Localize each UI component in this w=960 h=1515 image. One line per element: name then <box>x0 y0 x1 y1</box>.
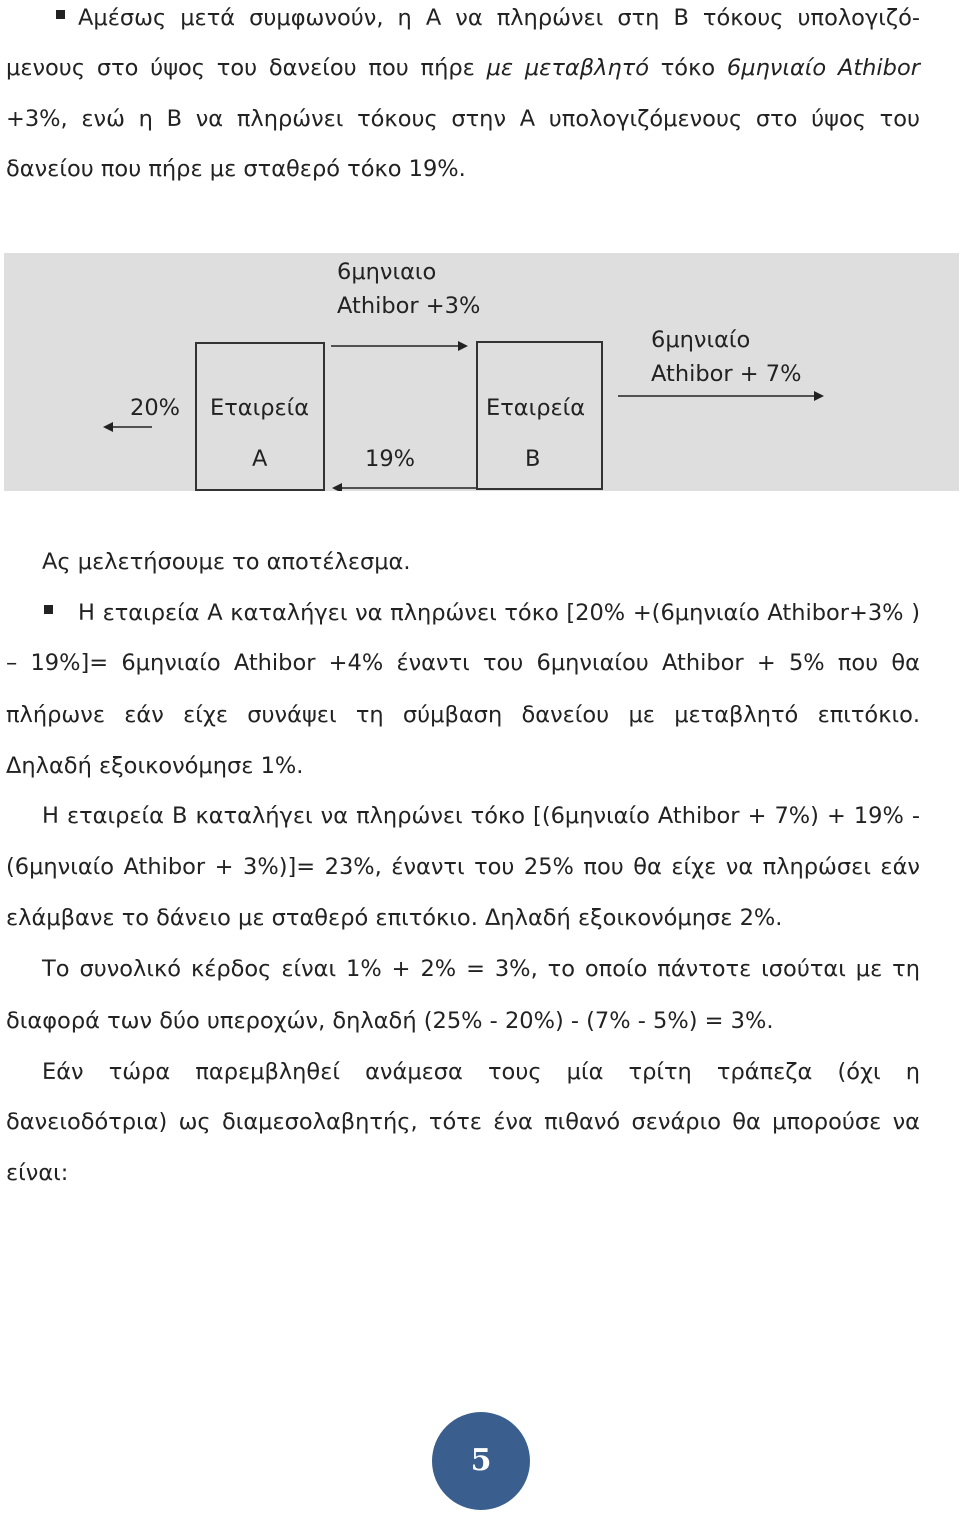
para3-line2: – 19%]= 6μηνιαίο Athibor +4% έναντι του 6μηνιαίου Athibor + 5% που θα <box>6 650 920 676</box>
interest-swap-diagram <box>4 253 959 491</box>
italic-span: με μεταβλητό <box>486 55 649 81</box>
fixed-rate-label: 19% <box>365 446 416 472</box>
para3-line4: Δηλαδή εξοικονόμησε 1%. <box>6 753 304 779</box>
para2-line1: Ας μελετήσουμε το αποτέλεσμα. <box>42 549 411 575</box>
company-a-name: Εταιρεία <box>210 395 310 421</box>
para3-line3: πλήρωνε εάν είχε συνάψει τη σύμβαση δανείου με μεταβλητό επιτόκιο. <box>6 702 920 728</box>
para5-line1: Το συνολικό κέρδος είναι 1% + 2% = 3%, το οποίο πάντοτε ισούται με τη <box>42 956 920 982</box>
text-span: μενους στο ύψος του δανείου που πήρε <box>6 55 487 81</box>
para6-line3: είναι: <box>6 1160 69 1186</box>
company-a-letter: Α <box>252 446 268 472</box>
para1-line1: Αμέσως μετά συμφωνούν, η Α να πληρώνει στη Β τόκους υπολογιζό- <box>78 5 920 31</box>
para1-line4: δανείου που πήρε με σταθερό τόκο 19%. <box>6 156 466 182</box>
company-b-letter: Β <box>525 446 541 472</box>
top-label-line1: 6μηνιαιο <box>337 259 437 285</box>
right-label-line2: Athibor + 7% <box>651 361 802 387</box>
text-span: τόκο <box>648 55 727 81</box>
para6-line1: Εάν τώρα παρεμβληθεί ανάμεσα τους μία τρίτη τράπεζα (όχι η <box>42 1059 920 1085</box>
para3-line1: Η εταιρεία Α καταλήγει να πληρώνει τόκο [20% +(6μηνιαίο Athibor+3% ) <box>78 600 920 626</box>
company-b-name: Εταιρεία <box>486 395 586 421</box>
left-rate-label: 20% <box>130 395 181 421</box>
page-number: 5 <box>470 1443 492 1478</box>
para6-line2: δανειοδότρια) ως διαμεσολαβητής, τότε ένα πιθανό σενάριο θα μπορούσε να <box>6 1109 920 1135</box>
para4-line2: (6μηνιαίο Athibor + 3%)]= 23%, έναντι του 25% που θα είχε να πληρώσει εάν <box>6 854 920 880</box>
para1-line2 <box>6 52 920 84</box>
top-label-line2: Athibor +3% <box>337 293 481 319</box>
para5-line2: διαφορά των δύο υπεροχών, δηλαδή (25% - 20%) - (7% - 5%) = 3%. <box>6 1008 774 1034</box>
para4-line3: ελάμβανε το δάνειο με σταθερό επιτόκιο. Δηλαδή εξοικονόμησε 2%. <box>6 905 783 931</box>
italic-span: 6μηνιαίο Athibor <box>726 55 920 81</box>
bullet-marker <box>56 10 65 19</box>
bullet-marker <box>44 605 53 614</box>
right-label-line1: 6μηνιαίο <box>651 327 751 353</box>
diagram-arrows <box>4 253 959 491</box>
para1-line3: +3%, ενώ η Β να πληρώνει τόκους στην Α υπολογιζόμενους στο ύψος του <box>6 106 920 132</box>
para4-line1: Η εταιρεία Β καταλήγει να πληρώνει τόκο [(6μηνιαίο Athibor + 7%) + 19% - <box>42 803 920 829</box>
